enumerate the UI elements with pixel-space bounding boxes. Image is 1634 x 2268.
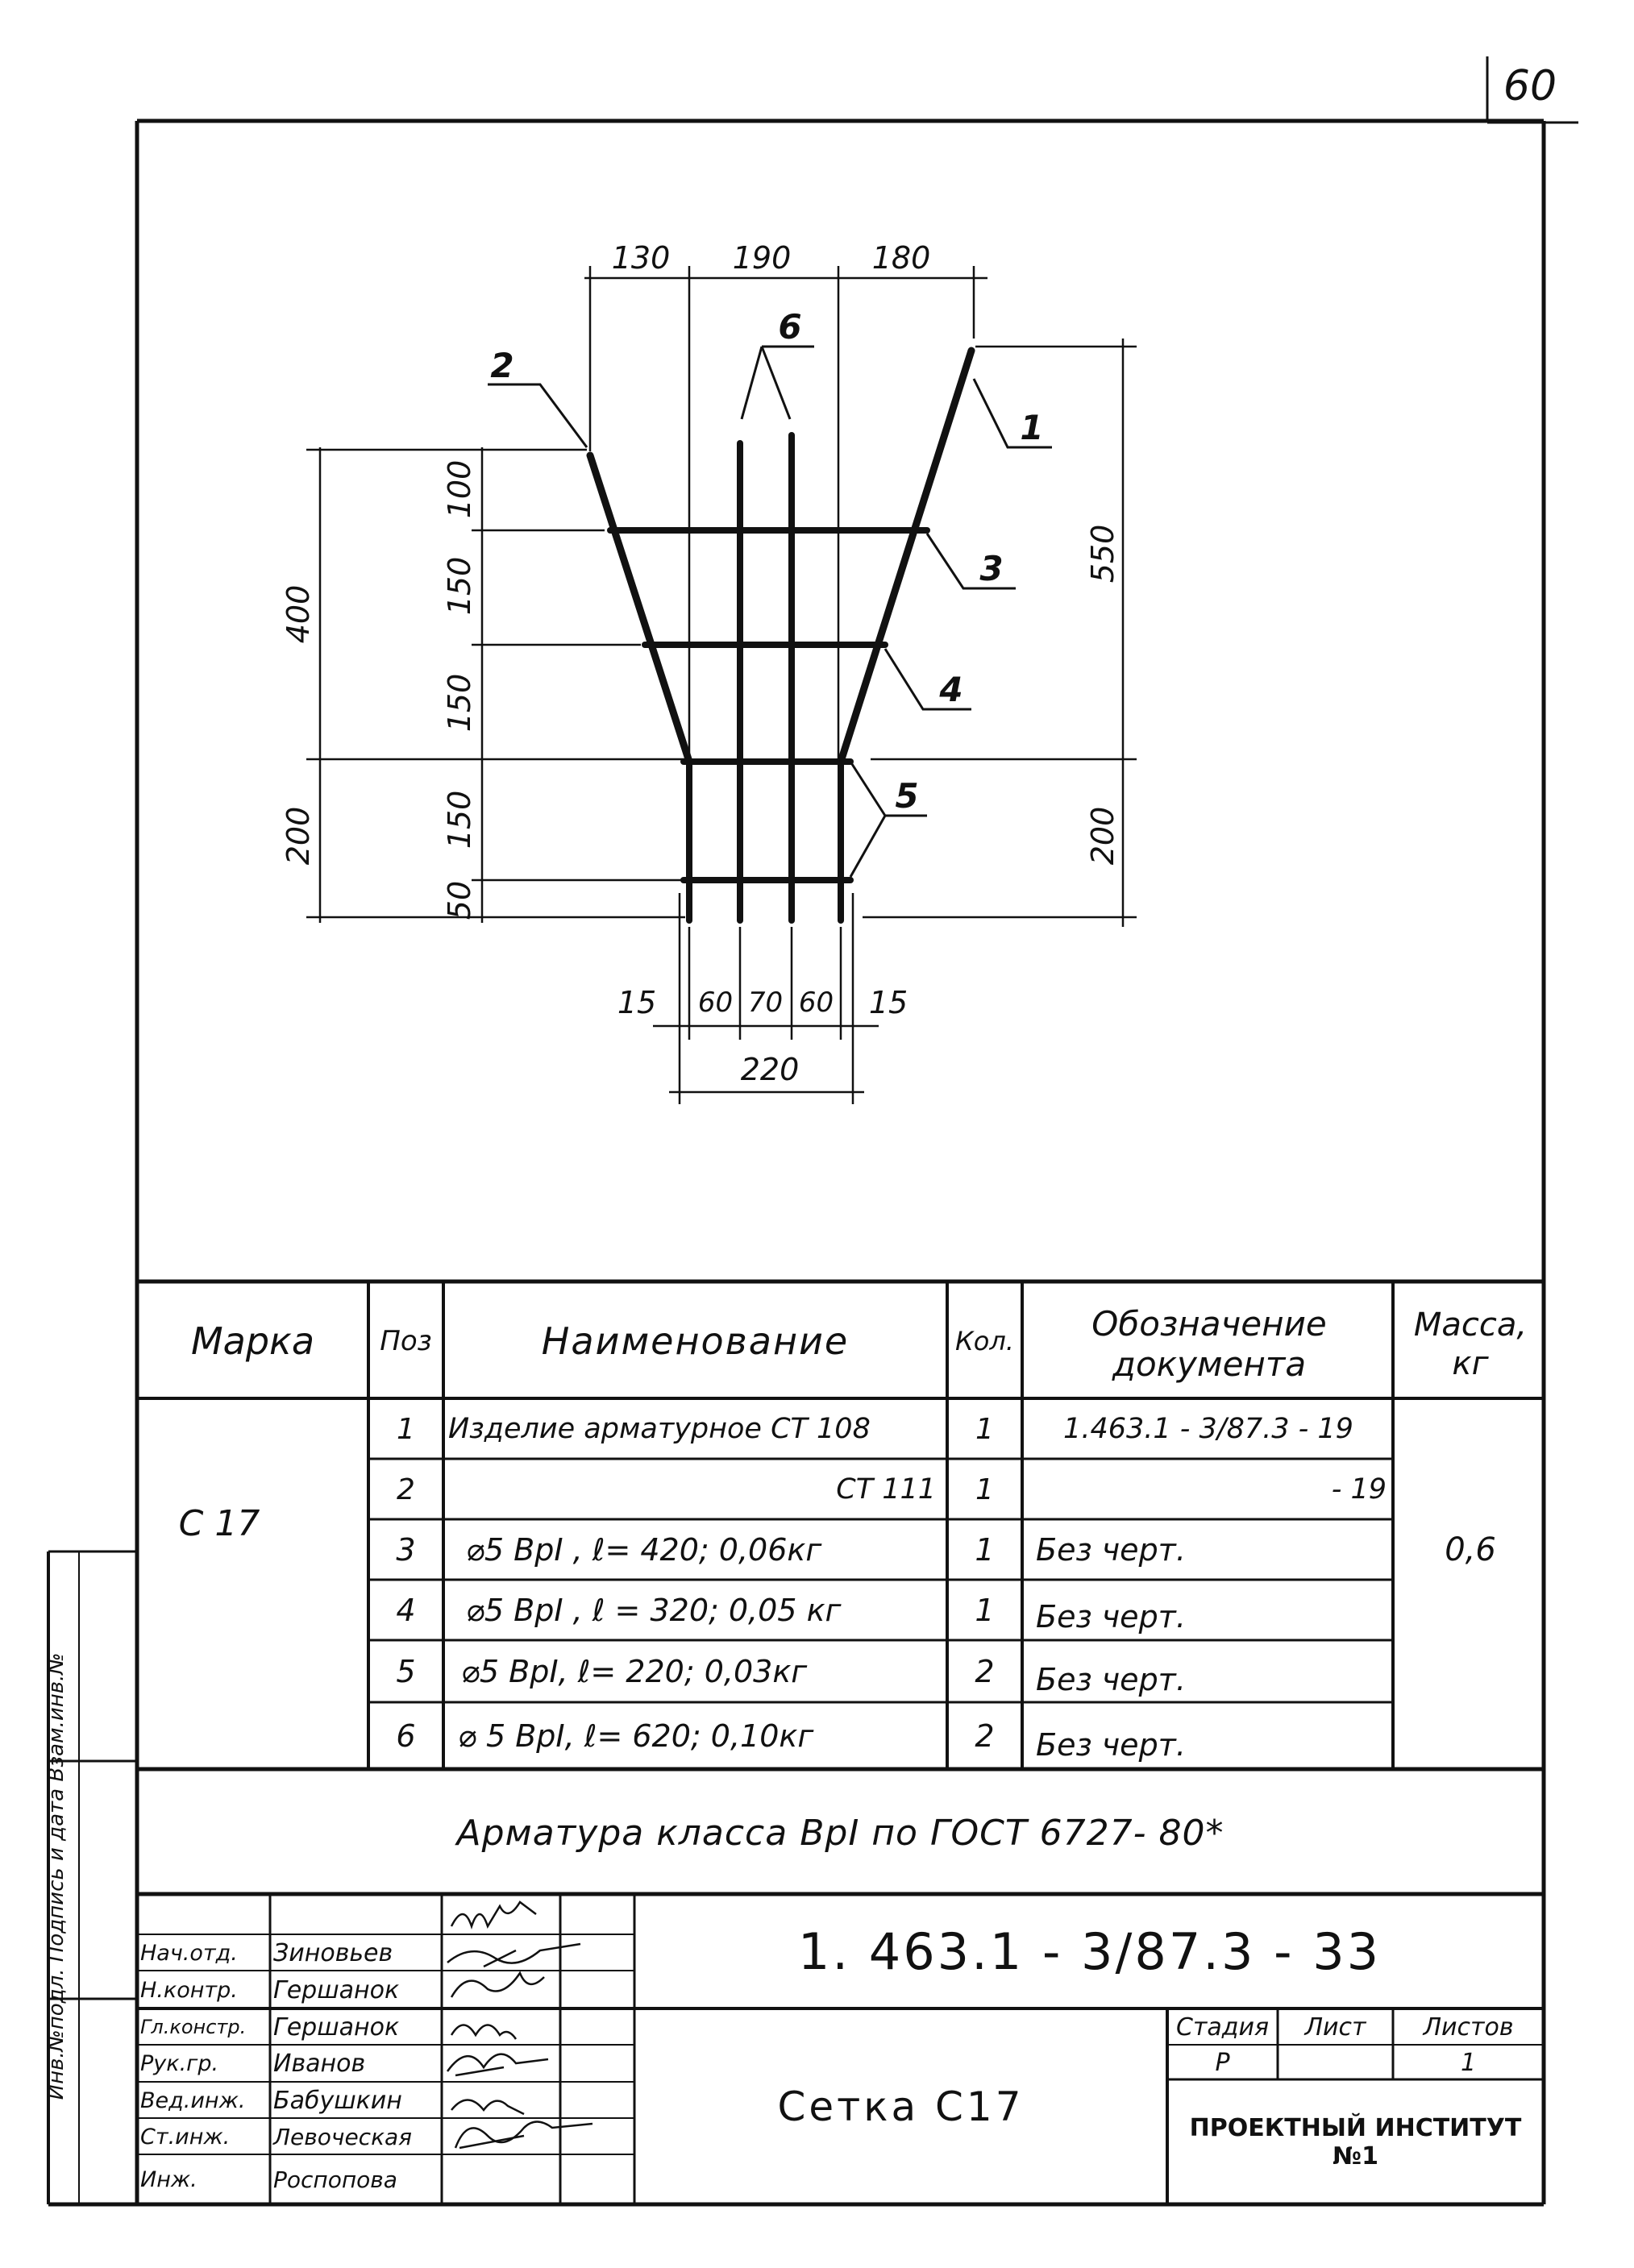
row-doc: Без черт.	[1036, 1662, 1186, 1697]
leader-label-5: 5	[895, 775, 919, 816]
row-qty: 1	[975, 1412, 994, 1446]
dim-inner-50: 50	[442, 880, 477, 920]
row-doc: Без черт.	[1036, 1532, 1186, 1568]
row-name: СТ 111	[836, 1473, 936, 1506]
header-pos: Поз	[380, 1325, 432, 1357]
mass-value: 0,6	[1445, 1531, 1496, 1568]
document-title: Сетка С17	[777, 2083, 1025, 2130]
dim-top-3: 180	[871, 240, 931, 276]
person-name: Гершанок	[273, 1975, 400, 2004]
dim-bottom-15b: 15	[868, 985, 908, 1020]
person-name: Бабушкин	[273, 2086, 402, 2115]
leader-label-4: 4	[939, 669, 963, 709]
header-mark: Марка	[190, 1319, 315, 1363]
mark-value: С 17	[178, 1502, 260, 1544]
leader-label-2: 2	[490, 345, 514, 385]
row-pos: 1	[397, 1412, 415, 1446]
row-qty: 1	[975, 1532, 995, 1568]
row-qty: 2	[975, 1654, 995, 1689]
dim-inner-150c: 150	[442, 790, 477, 849]
role-label: Вед.инж.	[140, 2087, 246, 2113]
organization-name: ПРОЕКТНЫЙ ИНСТИТУТ №1	[1189, 2113, 1522, 2170]
row-qty: 2	[975, 1718, 995, 1754]
row-name: ⌀5 ВрI , ℓ = 320; 0,05 кг	[466, 1593, 842, 1628]
leader-label-3: 3	[979, 548, 1004, 588]
reinforcement-note: Арматура класса ВрI по ГОСТ 6727- 80*	[456, 1812, 1224, 1854]
dim-inner-100: 100	[442, 459, 477, 519]
sheet-value	[1279, 2046, 1391, 2079]
signatures	[447, 1902, 592, 2148]
row-qty: 1	[975, 1473, 994, 1506]
dim-inner-150b: 150	[442, 673, 477, 733]
dim-right-550: 550	[1085, 524, 1121, 584]
row-doc: Без черт.	[1036, 1727, 1186, 1763]
leader-label-6: 6	[778, 306, 802, 347]
row-qty: 1	[975, 1593, 995, 1628]
person-name: Гершанок	[273, 2013, 400, 2042]
role-label: Гл.констр.	[140, 2016, 247, 2038]
stage-value: Р	[1215, 2048, 1230, 2077]
row-pos: 6	[396, 1718, 416, 1754]
header-name: Наименование	[541, 1319, 850, 1363]
dim-bottom-220: 220	[740, 1052, 800, 1087]
stage-label: Стадия	[1175, 2013, 1270, 2042]
role-label: Рук.гр.	[140, 2051, 219, 2076]
dim-top-2: 190	[732, 240, 792, 276]
row-pos: 5	[396, 1654, 416, 1689]
row-name: Изделие арматурное СТ 108	[448, 1413, 871, 1445]
person-name: Иванов	[273, 2050, 366, 2078]
sheet-number: 60	[1503, 62, 1557, 110]
row-name: ⌀5 ВрI, ℓ= 220; 0,03кг	[461, 1654, 808, 1689]
dim-left-200: 200	[281, 806, 316, 866]
row-pos: 3	[396, 1532, 416, 1568]
role-label: Ст.инж.	[140, 2124, 231, 2150]
header-mass: Масса, кг	[1413, 1306, 1528, 1382]
row-doc: - 19	[1331, 1473, 1387, 1506]
header-doc: Обозначение документа	[1091, 1303, 1327, 1384]
side-stamp: Инв.№подл. Подпись и дата Взам.инв.№	[44, 1652, 69, 2100]
dim-inner-150a: 150	[442, 556, 477, 616]
person-name: Левоческая	[273, 2123, 412, 2150]
sheets-label: Листов	[1423, 2013, 1514, 2042]
document-designation: 1. 463.1 - 3/87.3 - 33	[797, 1921, 1382, 1981]
dim-bottom-60a: 60	[697, 987, 734, 1019]
sheets-value: 1	[1460, 2048, 1477, 2077]
row-name: ⌀5 ВрI , ℓ= 420; 0,06кг	[466, 1532, 822, 1568]
dim-bottom-70: 70	[747, 987, 784, 1019]
sheet-label: Лист	[1304, 2013, 1366, 2042]
dim-bottom-15a: 15	[617, 985, 657, 1020]
person-name: Роспопова	[273, 2166, 397, 2193]
header-qty: Кол.	[955, 1326, 1014, 1356]
role-label: Инж.	[140, 2166, 197, 2192]
person-name: Зиновьев	[273, 1938, 393, 1967]
role-label: Нач.отд.	[140, 1940, 238, 1966]
dim-right-200: 200	[1085, 806, 1121, 866]
dim-top-1: 130	[611, 240, 671, 276]
leader-label-1: 1	[1020, 407, 1044, 447]
row-pos: 2	[397, 1473, 415, 1506]
dim-bottom-60b: 60	[798, 987, 834, 1019]
row-name: ⌀ 5 ВрI, ℓ= 620; 0,10кг	[458, 1718, 814, 1754]
row-pos: 4	[396, 1593, 416, 1628]
row-doc: 1.463.1 - 3/87.3 - 19	[1063, 1413, 1353, 1445]
role-label: Н.контр.	[140, 1977, 238, 2003]
dim-left-400: 400	[281, 584, 316, 644]
row-doc: Без черт.	[1036, 1599, 1186, 1635]
